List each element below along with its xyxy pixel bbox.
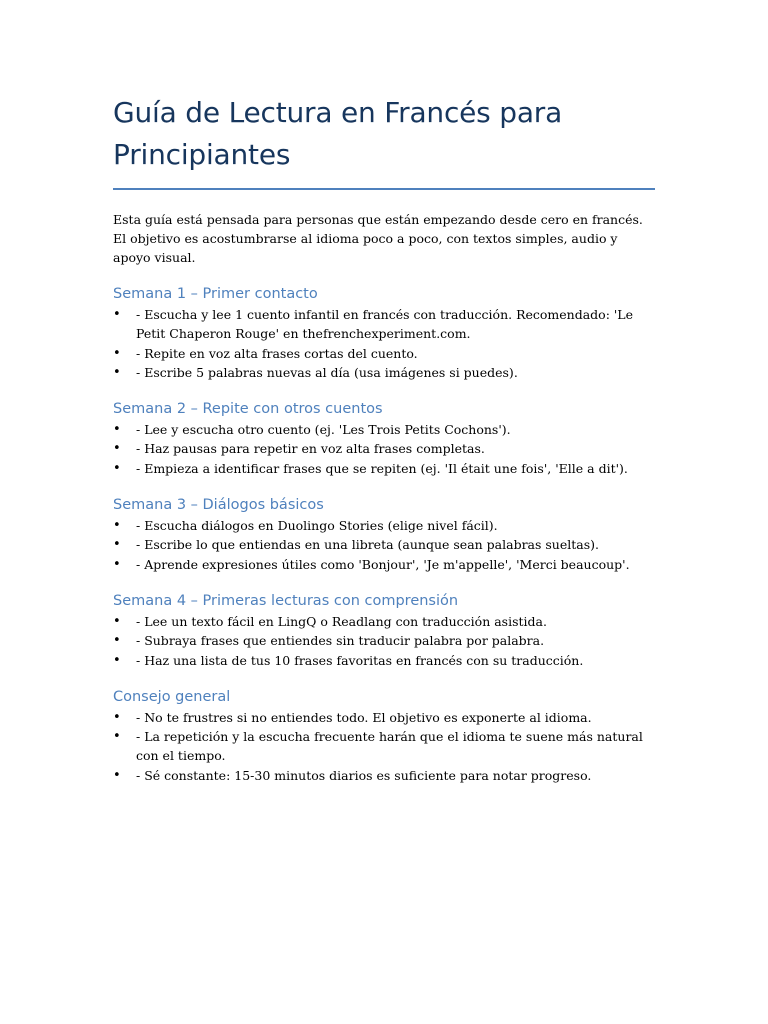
list-item [113,459,655,478]
list-item [113,305,655,344]
bullet-icon: • [113,709,121,725]
bullet-icon: • [113,364,121,380]
list-item-text: - Lee y escucha otro cuento (ej. 'Les Trois Petits Cochons'). [136,422,511,438]
bullet-list [113,305,655,382]
bullet-icon: • [113,767,121,783]
list-item-text: - Sé constante: 15-30 minutos diarios es suficiente para notar progreso. [136,767,592,783]
list-item [113,535,655,554]
section-week-4 [113,590,655,670]
list-item [113,344,655,363]
bullet-list [113,420,655,478]
list-item-text: - Repite en voz alta frases cortas del cuento. [136,345,418,361]
document-page [113,0,655,785]
list-item [113,612,655,631]
list-item-text: - Escribe lo que entiendas en una libreta (aunque sean palabras sueltas). [136,537,599,553]
bullet-list [113,516,655,574]
intro-paragraph: Esta guía está pensada para personas que están empezando desde cero en francés. El objetivo es acostumbrarse al idioma poco a poco, con textos simples, audio y apoyo visual. [113,212,643,265]
bullet-icon: • [113,613,121,629]
section-week-1 [113,283,655,382]
bullet-icon: • [113,307,121,322]
section-heading: Semana 1 – Primer contacto [113,286,318,302]
list-item [113,516,655,535]
bullet-list [113,612,655,670]
list-item [113,766,655,785]
list-item [113,651,655,670]
bullet-icon: • [113,652,121,668]
bullet-icon: • [113,537,121,553]
section-heading: Semana 2 – Repite con otros cuentos [113,401,383,418]
list-item-text: - Haz pausas para repetir en voz alta frases completas. [136,441,485,457]
list-item-text: - No te frustres si no entiendes todo. El objetivo es exponerte al idioma. [136,709,592,725]
list-item-text: - Lee un texto fácil en LingQ o Readlang con traducción asistida. [136,613,547,629]
list-item [113,708,655,727]
bullet-icon: • [113,556,121,572]
bullet-icon: • [113,729,121,745]
bullet-icon: • [113,518,121,534]
list-item-text: - Aprende expresiones útiles como 'Bonjour', 'Je m'appelle', 'Merci beaucoup'. [136,556,630,572]
section-heading: Semana 3 – Diálogos básicos [113,497,324,514]
document-title: Guía de Lectura en Francés para Principiantes [113,96,563,171]
section-week-3 [113,494,655,574]
list-item-text: - Escucha y lee 1 cuento infantil en francés con traducción. Recomendado: 'Le Petit Chaperon Rouge' en thefrenchexperiment.com. [136,307,634,342]
section-heading: Semana 4 – Primeras lecturas con comprensión [113,592,459,609]
list-item-text: - Escucha diálogos en Duolingo Stories (elige nivel fácil). [136,518,498,534]
list-item-text: - La repetición y la escucha frecuente harán que el idioma te suene más natural con el tiempo. [136,729,643,764]
bullet-icon: • [113,345,121,361]
bullet-icon: • [113,460,121,476]
bullet-list [113,708,655,785]
section-general-advice [113,686,655,785]
list-item-text: - Haz una lista de tus 10 frases favoritas en francés con su traducción. [136,652,584,668]
bullet-icon: • [113,633,121,649]
list-item-text: - Subraya frases que entiendes sin traducir palabra por palabra. [136,633,545,649]
section-heading: Consejo general [113,688,231,705]
list-item [113,631,655,650]
list-item [113,727,655,766]
list-item-text: - Escribe 5 palabras nuevas al día (usa imágenes si puedes). [136,364,518,380]
list-item [113,555,655,574]
list-item [113,420,655,439]
bullet-icon: • [113,441,121,457]
section-week-2 [113,398,655,478]
bullet-icon: • [113,422,121,438]
list-item [113,363,655,382]
list-item [113,439,655,458]
title-underline [113,188,655,190]
list-item-text: - Empieza a identificar frases que se repiten (ej. 'Il était une fois', 'Elle a dit'). [136,460,628,476]
